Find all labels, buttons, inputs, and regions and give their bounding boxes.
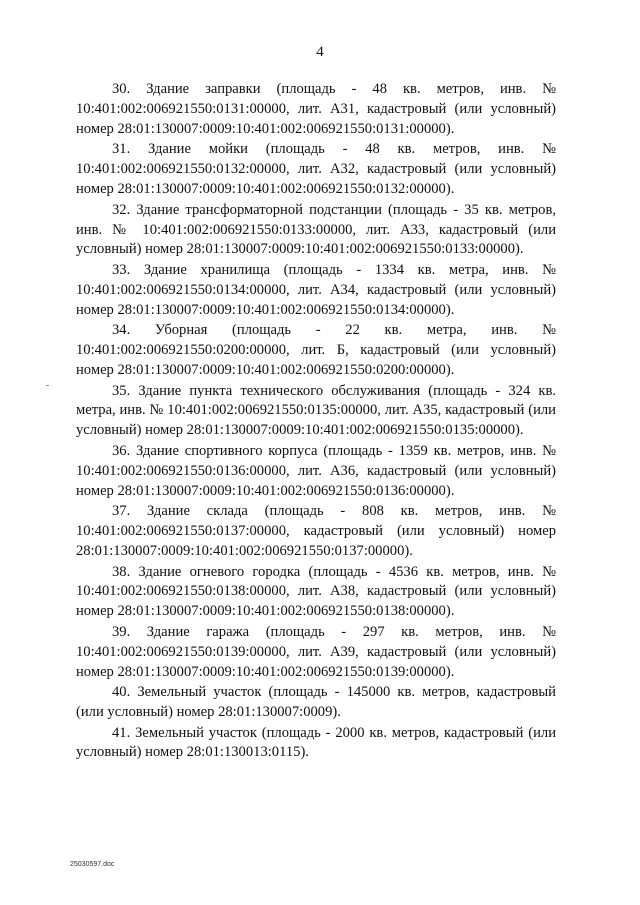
list-item-36: 36. Здание спортивного корпуса (площадь - 1359 кв. метров, инв. № 10:401:002:006921550:0136:00000, лит. А36, кадастровый (или условный) номер 28:01:130007:0009:10:401:002:006921550:0136:00000). bbox=[76, 442, 556, 499]
list-item-37: 37. Здание склада (площадь - 808 кв. метров, инв. № 10:401:002:006921550:0137:00000, кадастровый (или условный) номер 28:01:130007:0009:10:401:002:006921550:0137:00000). bbox=[76, 503, 556, 559]
list-item-38: 38. Здание огневого городка (площадь - 4536 кв. метров, инв. № 10:401:002:006921550:0138:00000, лит. А38, кадастровый (или условный) номер 28:01:130007:0009:10:401:002:006921550:0138:00000). bbox=[76, 563, 556, 620]
margin-mark bbox=[46, 385, 49, 386]
list-item-41: 41. Земельный участок (площадь - 2000 кв. метров, кадастровый (или условный) номер 28:01:130013:0115). bbox=[76, 724, 556, 761]
list-item-34: 34. Уборная (площадь - 22 кв. метра, инв. № 10:401:002:006921550:0200:00000, лит. Б, кадастровый (или условный) номер 28:01:130007:0009:10:401:002:006921550:0200:00000). bbox=[76, 322, 556, 379]
list-item-31: 31. Здание мойки (площадь - 48 кв. метров, инв. № 10:401:002:006921550:0132:00000, лит. А32, кадастровый (или условный) номер 28:01:130007:0009:10:401:002:006921550:0132:00000). bbox=[76, 141, 556, 198]
list-item-30: 30. Здание заправки (площадь - 48 кв. метров, инв. № 10:401:002:006921550:0131:00000, лит. А31, кадастровый (или условный) номер 28:01:130007:0009:10:401:002:006921550:0131:00000). bbox=[76, 81, 556, 137]
list-item-32: 32. Здание трансформаторной подстанции (площадь - 35 кв. метров, инв. № 10:401:002:006921550:0133:00000, лит. А33, кадастровый (или условный) номер 28:01:130007:0009:10:401:002:006921550:0133:00000). bbox=[76, 201, 556, 258]
footer-filename: 25030597.doc bbox=[70, 861, 115, 868]
list-item-33: 33. Здание хранилища (площадь - 1334 кв. метра, инв. № 10:401:002:006921550:0134:00000, лит. А34, кадастровый (или условный) номер 28:01:130007:0009:10:401:002:006921550:0134:00000). bbox=[76, 261, 556, 318]
document-body bbox=[76, 80, 556, 764]
page-number: 4 bbox=[316, 44, 324, 60]
list-item-39: 39. Здание гаража (площадь - 297 кв. метров, инв. № 10:401:002:006921550:0139:00000, лит. А39, кадастровый (или условный) номер 28:01:130007:0009:10:401:002:006921550:0139:00000). bbox=[76, 623, 556, 680]
list-item-35: 35. Здание пункта технического обслуживания (площадь - 324 кв. метра, инв. № 10:401:002:006921550:0135:00000, лит. А35, кадастровый (или условный) номер 28:01:130007:0009:10:401:002:006921550:0135:00000). bbox=[76, 382, 556, 439]
list-item-40: 40. Земельный участок (площадь - 145000 кв. метров, кадастровый (или условный) номер 28:01:130007:0009). bbox=[76, 684, 556, 721]
